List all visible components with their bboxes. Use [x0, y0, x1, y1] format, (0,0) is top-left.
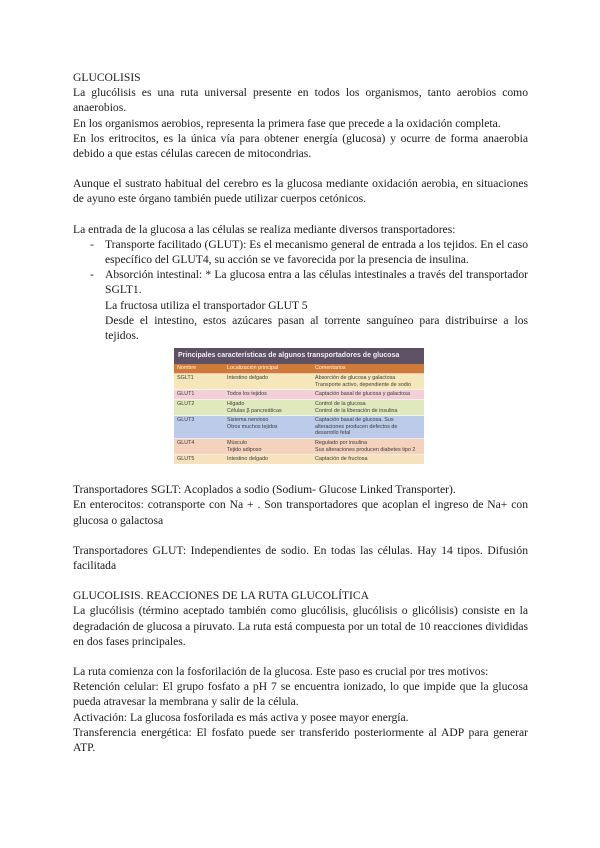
paragraph: La entrada de la glucosa a las células se realiza mediante diversos transportadores: [73, 222, 456, 236]
cell-line: Intestino delgado [227, 456, 269, 463]
paragraph: En enterocitos: cotransporte con Na + . Son transportadores que acoplan el ingreso de Na+ con glucosa o galactosa [73, 498, 528, 527]
transporter-list [73, 237, 528, 298]
document-body [73, 70, 528, 755]
cell-line: Control de la liberación de insulina [315, 407, 398, 414]
table-figure [73, 348, 528, 476]
cell-line: Captación basal de glucosa. Sus alteraciones producen defectos de desarrollo fetal [315, 417, 398, 437]
list-item: - Absorción intestinal: * La glucosa entra a las células intestinales a través del transportador SGLT1. [73, 267, 528, 297]
table-cell [224, 439, 312, 455]
section-title-glucolisis: GLUCOLISIS [73, 71, 141, 84]
paragraph: Activación: La glucosa fosforilada es más activa y posee mayor energía. [73, 710, 409, 724]
table-cell [224, 390, 312, 400]
table-cell [312, 390, 424, 400]
table-cell: GLUT3 [174, 416, 224, 439]
table-caption: Principales características de algunos transportadores de glucosa [174, 348, 424, 364]
paragraph: Transportadores GLUT: Independientes de sodio. En todas las células. Hay 14 tipos. Difusión facilitada [73, 543, 528, 573]
cell-line: Tejido adiposo [227, 446, 262, 453]
table-row [174, 374, 424, 390]
paragraph: La glucólisis es una ruta universal presente en todos los organismos, tanto aerobios como anaerobios. [73, 86, 528, 115]
table-row [174, 455, 424, 464]
table-header: Comentarios [312, 364, 424, 374]
cell-line: Sistema nervioso [227, 417, 269, 424]
table-cell: SGLT1 [174, 374, 224, 390]
paragraph: En los eritrocitos, es la única vía para obtener energía (glucosa) y ocurre de forma anaerobia debido a que estas células carecen de mitocondrias. [73, 131, 528, 161]
paragraph: Transportadores SGLT: Acoplados a sodio (Sodium- Glucose Linked Transporter). [73, 483, 456, 497]
table-cell [224, 400, 312, 416]
cell-line: Absorción de glucosa y galactosa [315, 375, 396, 382]
section-title-reacciones: GLUCOLISIS. REACCIONES DE LA RUTA GLUCOLÍTICA [73, 589, 369, 603]
cell-line: Control de la glucosa [315, 401, 366, 408]
paragraph: La glucólisis (término aceptado también como glucólisis, glucólisis o glicólisis) consiste en la degradación de glucosa a piruvato. La ruta está compuesta por un total de 10 reacciones divididas en dos fases principales. [73, 604, 528, 648]
cell-line: Células β pancreáticas [227, 407, 282, 414]
cell-line: Todos los tejidos [227, 391, 267, 398]
table-cell [312, 439, 424, 455]
table-cell: GLUT4 [174, 439, 224, 455]
cell-line: Intestino delgado [227, 375, 269, 382]
table-cell [224, 416, 312, 439]
table-cell: GLUT1 [174, 390, 224, 400]
cell-line: Regulado por insulina [315, 440, 368, 446]
table-header: Nombre [174, 364, 224, 374]
table-cell [312, 416, 424, 439]
table-cell: GLUT2 [174, 400, 224, 416]
table-row [174, 400, 424, 416]
cell-line: Músculo [227, 440, 248, 446]
paragraph: Aunque el sustrato habitual del cerebro es la glucosa mediante oxidación aerobia, en situaciones de ayuno este órgano también puede utilizar cuerpos cetónicos. [73, 177, 528, 206]
table-cell [224, 455, 312, 464]
paragraph: La ruta comienza con la fosforilación de la glucosa. Este paso es crucial por tres motivos: [73, 665, 489, 679]
table-header-row [174, 364, 424, 374]
table-cell [312, 374, 424, 390]
table-cell [312, 455, 424, 464]
table-cell [312, 400, 424, 416]
table-cell [224, 374, 312, 390]
cell-line: Otros muchos tejidos [227, 423, 278, 430]
cell-line: Captación de fructosa [315, 456, 368, 463]
list-item: - Transporte facilitado (GLUT): Es el mecanismo general de entrada a los tejidos. En el caso específico del GLUT4, su acción se ve favorecida por la presencia de insulina. [73, 237, 528, 267]
table-row [174, 390, 424, 400]
cell-line: Sus alteraciones producen diabetes tipo 2 [315, 446, 416, 453]
paragraph: Retención celular: El grupo fosfato a pH 7 se encuentra ionizado, lo que impide que la glucosa pueda atravesar la membrana y salir de la célula. [73, 680, 528, 709]
cell-line: Captación basal de glucosa y galactosa [315, 391, 410, 398]
cell-line: Hígado [227, 401, 245, 408]
paragraph: En los organismos aerobios, representa la primera fase que precede a la oxidación completa. [73, 116, 501, 130]
table-cell: GLUT5 [174, 455, 224, 464]
paragraph: Transferencia energética: El fosfato puede ser transferido posteriormente al ADP para generar ATP. [73, 725, 528, 755]
indented-paragraph: La fructosa utiliza el transportador GLUT 5 [105, 298, 308, 312]
table-row [174, 439, 424, 455]
cell-line: Transporte activo, dependiente de sodio [315, 381, 411, 388]
table-row [174, 416, 424, 439]
table-header: Localización principal [224, 364, 312, 374]
glucose-transporter-table [174, 348, 424, 464]
indented-paragraph: Desde el intestino, estos azúcares pasan al torrente sanguíneo para distribuirse a los tejidos. [105, 313, 528, 343]
